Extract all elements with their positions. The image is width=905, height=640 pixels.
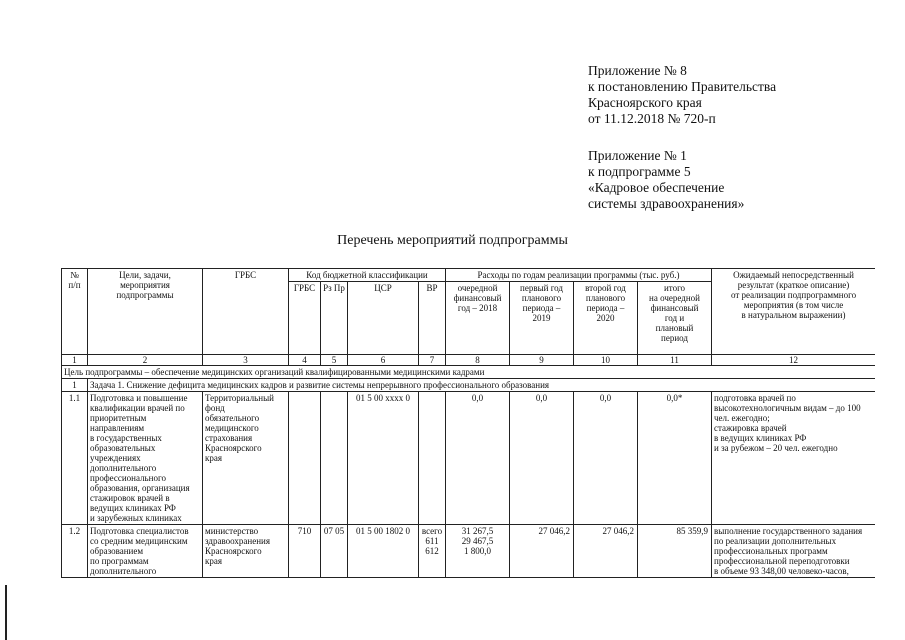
column-number: 7 (419, 355, 446, 366)
expense-2019: 27 046,2 (510, 525, 574, 578)
column-number: 4 (289, 355, 321, 366)
code-csr: 01 5 00 1802 0 (348, 525, 419, 578)
grbs-name: министерство здравоохранения Красноярского края (203, 525, 289, 578)
col-header-num: № п/п (62, 269, 88, 355)
measure-description: Подготовка специалистов со средним медицинским образованием по программам дополнительного (88, 525, 203, 578)
col-header-budget-code: Код бюджетной классификации (289, 269, 446, 282)
appendix-1-header (588, 148, 744, 212)
row-number: 1.2 (62, 525, 88, 578)
expense-2020: 0,0 (574, 392, 638, 525)
expense-value: 31 267,5 (461, 526, 494, 536)
code-grbs (289, 392, 321, 525)
column-number: 3 (203, 355, 289, 366)
expense-2018 (446, 525, 510, 578)
expense-2019: 0,0 (510, 392, 574, 525)
col-header-code-grbs: ГРБС (289, 282, 321, 355)
task-number: 1 (62, 379, 88, 392)
header-line: от 11.12.2018 № 720-п (588, 111, 716, 126)
column-number: 10 (574, 355, 638, 366)
code-csr: 01 5 00 xxxx 0 (348, 392, 419, 525)
measures-table (61, 268, 875, 578)
column-number: 2 (88, 355, 203, 366)
col-header-result: Ожидаемый непосредственный результат (краткое описание) от реализации подпрограммного мероприятия (в том числе в натуральном выражении) (712, 269, 875, 355)
document-title: Перечень мероприятий подпрограммы (337, 233, 568, 248)
task-text: Задача 1. Снижение дефицита медицинских кадров и развитие системы непрерывного профессионального образования (88, 379, 876, 392)
measures-table-container (61, 268, 875, 640)
column-number: 8 (446, 355, 510, 366)
table-row (62, 525, 876, 578)
code-vr (419, 525, 446, 578)
column-number: 11 (638, 355, 712, 366)
expense-total: 85 359,9 (638, 525, 712, 578)
col-header-rzpr: Рз Пр (321, 282, 348, 355)
expense-value: 1 800,0 (464, 546, 492, 556)
expense-total: 0,0* (638, 392, 712, 525)
expected-result: подготовка врачей по высокотехнологичным видам – до 100 чел. ежегодно; стажировка врачей в ведущих клиниках РФ и за рубежом – 20 чел. ежегодно (712, 392, 875, 525)
header-line: Красноярского края (588, 95, 702, 110)
col-header-2019: первый год планового периода – 2019 (510, 282, 574, 355)
code-vr (419, 392, 446, 525)
expense-2020: 27 046,2 (574, 525, 638, 578)
column-numbers-row (62, 355, 876, 366)
goal-text: Цель подпрограммы – обеспечение медицинских организаций квалифицированными медицинскими кадрами (62, 366, 876, 379)
appendix-8-header (588, 63, 776, 127)
vr-value: 611 (425, 536, 439, 546)
column-number: 1 (62, 355, 88, 366)
header-line: к постановлению Правительства (588, 79, 777, 94)
column-number: 6 (348, 355, 419, 366)
row-number: 1.1 (62, 392, 88, 525)
task-row (62, 379, 876, 392)
code-rzpr (321, 392, 348, 525)
expected-result: выполнение государственного задания по реализации дополнительных профессиональных программ профессиональной переподготовки в объеме 93 348,00 человеко-часов, (712, 525, 875, 578)
header-line: системы здравоохранения» (588, 196, 745, 211)
col-header-grbs: ГРБС (203, 269, 289, 355)
goal-row (62, 366, 876, 379)
col-header-total: итого на очередной финансовый год и плановый период (638, 282, 712, 355)
measure-description: Подготовка и повышение квалификации врачей по приоритетным направлениям в государственных образовательных учреждениях дополнительного профессионального образования, организация стажировок врачей в ведущих клиниках РФ и зарубежных клиниках (88, 392, 203, 525)
col-header-csr: ЦСР (348, 282, 419, 355)
table-row (62, 392, 876, 525)
header-row (62, 269, 876, 282)
col-header-2020: второй год планового периода – 2020 (574, 282, 638, 355)
code-rzpr: 07 05 (321, 525, 348, 578)
column-number: 9 (510, 355, 574, 366)
column-number: 12 (712, 355, 875, 366)
vr-value: 612 (425, 546, 439, 556)
col-header-goals: Цели, задачи, мероприятия подпрограммы (88, 269, 203, 355)
expense-2018: 0,0 (446, 392, 510, 525)
col-header-vr: ВР (419, 282, 446, 355)
col-header-expenses: Расходы по годам реализации программы (тыс. руб.) (446, 269, 712, 282)
code-grbs: 710 (289, 525, 321, 578)
expense-value: 29 467,5 (461, 536, 494, 546)
header-line: Приложение № 8 (588, 63, 687, 78)
header-line: Приложение № 1 (588, 148, 687, 163)
column-number: 5 (321, 355, 348, 366)
col-header-2018: очередной финансовый год – 2018 (446, 282, 510, 355)
header-line: «Кадровое обеспечение (588, 180, 725, 195)
grbs-name: Территориальный фонд обязательного медицинского страхования Красноярского края (203, 392, 289, 525)
vr-value: всего (421, 526, 443, 536)
scan-edge-mark (5, 585, 7, 640)
header-line: к подпрограмме 5 (588, 164, 691, 179)
